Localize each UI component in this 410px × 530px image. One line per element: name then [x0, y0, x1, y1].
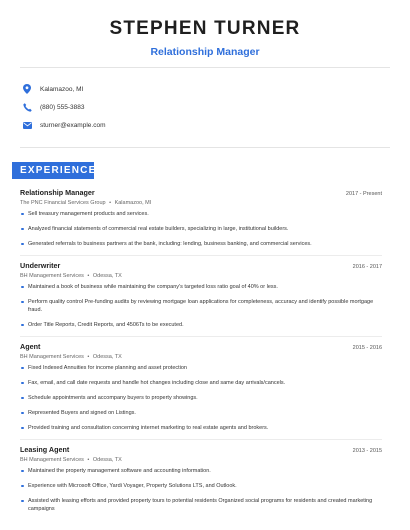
- job-title: Agent: [20, 342, 41, 351]
- experience-list: [20, 188, 382, 520]
- contact-location: [22, 80, 105, 98]
- bullet-item: Generated referrals to business partners at the bank, including: lending, business banking, and commercial services.: [20, 240, 382, 248]
- job-company: BH Management Services: [20, 457, 84, 463]
- experience-section-title: EXPERIENCE: [12, 162, 94, 179]
- resume-header: [0, 0, 410, 58]
- job-entry: [20, 188, 382, 256]
- job-company-line: The PNC Financial Services Group • Kalamazoo, MI: [20, 200, 152, 206]
- job-company-line: BH Management Services • Odessa, TX: [20, 457, 122, 463]
- bullet-item: Provided training and consultation concerning internet marketing to real estate agents and brokers.: [20, 424, 382, 432]
- bullet-item: Maintained the property management software and accounting information.: [20, 467, 382, 475]
- job-divider: [20, 255, 382, 256]
- job-company: BH Management Services: [20, 273, 84, 279]
- job-divider: [20, 336, 382, 337]
- job-title: Underwriter: [20, 261, 61, 270]
- job-entry: [20, 261, 382, 337]
- job-company-line: BH Management Services • Odessa, TX: [20, 273, 122, 279]
- bullet-item: Order Title Reports, Credit Reports, and 4506Ts to be executed.: [20, 321, 382, 329]
- map-pin-icon: [22, 84, 32, 94]
- job-dates: 2017 - Present: [345, 191, 382, 197]
- job-dates: 2016 - 2017: [352, 264, 382, 270]
- job-bullets: [20, 283, 382, 329]
- job-bullets: [20, 210, 382, 248]
- job-location: Odessa, TX: [92, 457, 122, 463]
- job-dates: 2015 - 2016: [352, 345, 382, 351]
- bullet-item: Analyzed financial statements of commercial real estate builders, specializing in large, institutional builders.: [20, 225, 382, 233]
- bullet-item: Assisted with leasing efforts and provided property tours to potential residents Organized social programs for residents and created marketing campaigns: [20, 497, 382, 513]
- job-location: Kalamazoo, MI: [114, 200, 152, 206]
- bullet-item: Schedule appointments and accompany buyers to property showings.: [20, 394, 382, 402]
- job-divider: [20, 439, 382, 440]
- job-company: The PNC Financial Services Group: [20, 200, 106, 206]
- bullet-item: Sell treasury management products and services.: [20, 210, 382, 218]
- contact-phone: [22, 98, 105, 116]
- job-bullets: [20, 467, 382, 513]
- job-title: Relationship Manager: [20, 188, 95, 197]
- bullet-item: Fax, email, and call date requests and handle hot changes including close and same day arrivals/cancels.: [20, 379, 382, 387]
- job-company: BH Management Services: [20, 354, 84, 360]
- bullet-item: Represented Buyers and signed on Listings.: [20, 409, 382, 417]
- job-location: Odessa, TX: [92, 273, 122, 279]
- candidate-title: Relationship Manager: [150, 46, 260, 58]
- contact-email: [22, 116, 105, 134]
- contact-divider: [20, 147, 390, 148]
- header-divider: [20, 67, 390, 68]
- location-text: Kalamazoo, MI: [40, 85, 84, 93]
- phone-icon: [22, 102, 32, 112]
- job-location: Odessa, TX: [92, 354, 122, 360]
- job-bullets: [20, 364, 382, 432]
- phone-text[interactable]: (880) 555-3883: [40, 103, 85, 111]
- email-text[interactable]: sturner@example.com: [40, 121, 106, 129]
- job-company-line: BH Management Services • Odessa, TX: [20, 354, 122, 360]
- candidate-name: STEPHEN TURNER: [109, 18, 301, 39]
- bullet-item: Maintained a book of business while maintaining the company's targeted loss ratio goal of 40% or less.: [20, 283, 382, 291]
- job-entry: [20, 445, 382, 513]
- contact-block: [22, 80, 105, 134]
- bullet-item: Experience with Microsoft Office, Yardi Voyager, Property Solutions LTS, and Outlook.: [20, 482, 382, 490]
- job-dates: 2013 - 2015: [352, 448, 382, 454]
- envelope-icon: [22, 120, 32, 130]
- job-entry: [20, 342, 382, 440]
- job-title: Leasing Agent: [20, 445, 70, 454]
- bullet-item: Fixed Indexed Annuities for income planning and asset protection: [20, 364, 382, 372]
- bullet-item: Perform quality control Pre-funding audits by reviewing mortgage loan applications for completeness, accuracy and identify possible mortgage fraud.: [20, 298, 382, 314]
